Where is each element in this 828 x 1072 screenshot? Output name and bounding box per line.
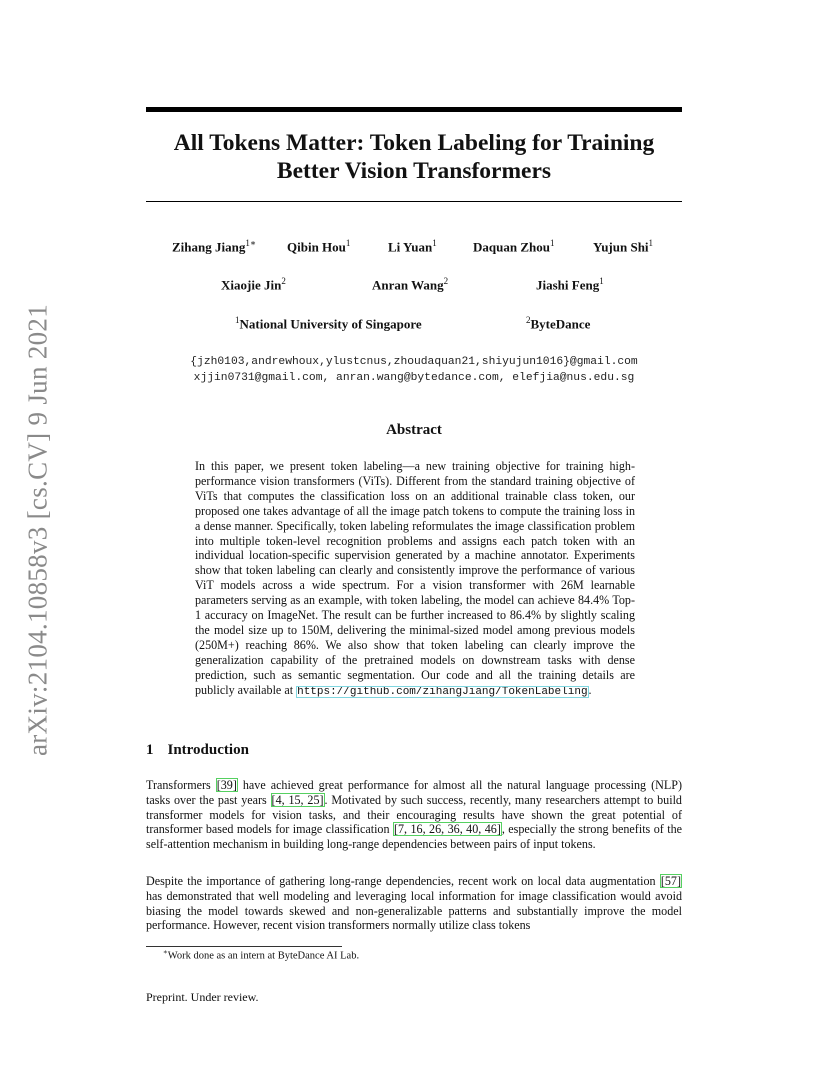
author-name <box>536 276 604 293</box>
abstract-end: . <box>588 682 592 697</box>
paragraph-text: , especially the strong benefits of the self-attention mechanism in building long-range dependencies between pairs of input tokens. <box>146 822 682 852</box>
paragraph-text: has demonstrated that well modeling and leveraging local information for image classification would avoid biasing the model towards skewed and non-generalizable patterns and substantially improve the model performance. However, recent vision transformers normally utilize class tokens <box>146 888 682 933</box>
author-affiliation-mark: 2 <box>443 276 449 286</box>
code-repository-link[interactable]: https://github.com/zihangJiang/TokenLabeling <box>297 685 588 698</box>
author-name <box>172 238 256 255</box>
paper-title <box>146 129 682 185</box>
author-affiliation-mark: 1 <box>549 238 555 248</box>
section-heading-introduction <box>146 742 249 759</box>
author-name-text: Daquan Zhou <box>473 239 550 255</box>
section-number: 1 <box>146 742 154 758</box>
affiliation-mark: 1 <box>235 315 240 325</box>
author-name-text: Li Yuan <box>388 239 433 255</box>
footnote-mark: ∗ <box>163 948 168 956</box>
title-line-2: Better Vision Transformers <box>276 158 552 184</box>
preprint-note: Preprint. Under review. <box>146 990 259 1004</box>
intro-paragraph-1 <box>146 778 682 852</box>
footnote-text: Work done as an intern at ByteDance AI Lab. <box>167 950 360 962</box>
footnote <box>163 948 359 962</box>
citation-link[interactable]: [57] <box>660 874 681 888</box>
title-line-1: All Tokens Matter: Token Labeling for Training <box>173 130 655 156</box>
author-emails <box>146 354 682 386</box>
author-name <box>388 238 437 255</box>
paragraph-text: Transformers <box>146 778 216 792</box>
author-name <box>287 238 350 255</box>
affiliation <box>526 315 590 332</box>
affiliation-name: ByteDance <box>530 316 591 332</box>
author-name-text: Qibin Hou <box>287 239 346 255</box>
affiliation-mark: 2 <box>526 315 531 325</box>
arxiv-identifier-text: arXiv:2104.10858v3 [cs.CV] 9 Jun 2021 <box>22 303 53 757</box>
author-name-text: Anran Wang <box>372 277 444 293</box>
author-name-text: Zihang Jiang <box>172 239 246 255</box>
intro-paragraph-2 <box>146 874 682 933</box>
arxiv-identifier <box>18 300 58 760</box>
author-affiliation-mark: 1 <box>599 276 604 286</box>
author-affiliation-mark: 1 <box>432 238 437 248</box>
author-affiliation-mark: 1 <box>345 238 351 248</box>
abstract-body <box>195 459 635 700</box>
author-name <box>473 238 554 255</box>
author-name-text: Jiashi Feng <box>536 277 600 293</box>
author-name <box>372 276 448 293</box>
author-affiliation-mark: 1 <box>648 238 654 248</box>
paragraph-text: Despite the importance of gathering long-range dependencies, recent work on local data augmentation <box>146 874 660 888</box>
title-top-rule <box>146 107 682 112</box>
abstract-heading: Abstract <box>386 422 442 438</box>
author-name <box>221 276 286 293</box>
citation-link[interactable]: [4, 15, 25] <box>271 792 324 807</box>
affiliation <box>235 315 422 332</box>
citation-link[interactable]: [39] <box>216 778 237 792</box>
author-name-text: Yujun Shi <box>593 239 649 255</box>
email-line-1: {jzh0103,andrewhoux,ylustcnus,zhoudaquan21,shiyujun1016}@gmail.com <box>190 356 638 368</box>
paragraph-text: have achieved great performance for almost all the natural language processing (NLP) tasks over the past years <box>146 778 682 807</box>
author-affiliation-mark: 1∗ <box>245 238 256 248</box>
abstract-text: In this paper, we present token labeling—a new training objective for training high-performance vision transformers (ViTs). Different from the standard training objective of ViTs that computes the classification loss on an additional trainable class token, our proposed one takes advantage of all the image patch tokens to compute the training loss in a dense manner. Specifically, token labeling reformulates the image classification problem into multiple token-level recognition problems and assigns each patch token with an individual location-specific supervision generated by a machine annotator. Experiments show that token labeling can clearly and consistently improve the performance of various ViT models across a wide spectrum. For a vision transformer with 26M learnable parameters serving as an example, with token labeling, the model can achieve 84.4% Top-1 accuracy on ImageNet. The result can be further increased to 86.4% by slightly scaling the model size up to 150M, delivering the minimal-sized model among previous models (250M+) reaching 86%. We also show that token labeling can clearly improve the generalization capability of the pretrained models on downstream tasks with dense prediction, such as semantic segmentation. Our code and all the training details are publicly available at <box>195 459 635 697</box>
citation-link[interactable]: [7, 16, 26, 36, 40, 46] <box>393 822 501 837</box>
title-bottom-rule <box>146 201 682 202</box>
section-title: Introduction <box>167 742 249 758</box>
email-line-2: xjjin0731@gmail.com, anran.wang@bytedance.com, elefjia@nus.edu.sg <box>193 372 635 384</box>
paragraph-text: . Motivated by such success, recently, many researchers attempt to build transformer models for vision tasks, and their encouraging results have shown the great potential of transformer based models for image classification <box>146 792 682 837</box>
affiliation-name: National University of Singapore <box>239 316 422 332</box>
footnote-rule <box>146 946 342 947</box>
author-affiliation-mark: 2 <box>281 276 286 286</box>
author-name-text: Xiaojie Jin <box>221 277 282 293</box>
author-name <box>593 238 653 255</box>
